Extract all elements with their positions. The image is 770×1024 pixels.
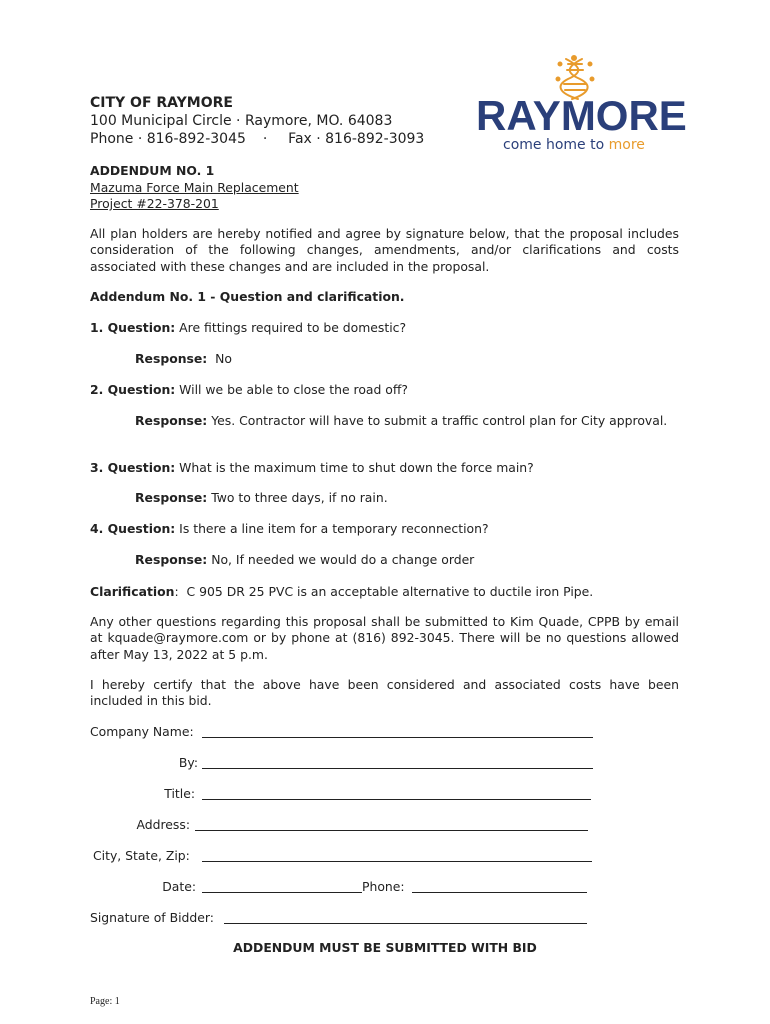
project-number: Project #22-378-201 <box>90 196 219 211</box>
response-1 <box>135 351 679 367</box>
intro-paragraph: All plan holders are hereby notified and agree by signature below, that the proposal includes consideration of the following changes, amendments, and/or clarifications and costs associated with these changes and are included in the proposal. <box>90 226 679 274</box>
submission-notice: ADDENDUM MUST BE SUBMITTED WITH BID <box>233 940 537 955</box>
title-label: Title: <box>164 786 195 801</box>
phone-field[interactable] <box>412 892 587 893</box>
logo-wordmark: RAYMORE <box>476 92 687 139</box>
project-name: Mazuma Force Main Replacement <box>90 180 299 195</box>
org-address: 100 Municipal Circle · Raymore, MO. 64083 <box>90 113 393 129</box>
question-1 <box>90 320 406 335</box>
response-label: Response: <box>135 490 208 505</box>
separator: · <box>262 131 268 147</box>
question-text: Are fittings required to be domestic? <box>175 320 407 335</box>
question-text: Will we be able to close the road off? <box>175 382 409 397</box>
question-2 <box>90 382 408 397</box>
address-label: Address: <box>136 817 190 832</box>
contact-paragraph: Any other questions regarding this proposal shall be submitted to Kim Quade, CPPB by email at kquade@raymore.com or by phone at (816) 892-3045. There will be no questions allowed after May 13, 2022 at 5 p.m. <box>90 614 679 662</box>
response-3 <box>135 490 679 506</box>
question-label: 4. Question: <box>90 521 176 536</box>
question-label: 1. Question: <box>90 320 176 335</box>
by-field[interactable] <box>202 768 593 769</box>
response-text: Two to three days, if no rain. <box>207 490 388 505</box>
response-text: No <box>207 351 232 366</box>
response-4 <box>135 552 679 568</box>
date-label: Date: <box>162 879 196 894</box>
org-phone: Phone · 816-892-3045 <box>90 131 246 147</box>
clarification <box>90 584 593 599</box>
company-name-label: Company Name: <box>90 724 194 739</box>
signature-label: Signature of Bidder: <box>90 910 214 925</box>
title-field[interactable] <box>202 799 591 800</box>
phone-label: Phone: <box>362 879 405 894</box>
response-text: No, If needed we would do a change order <box>207 552 475 567</box>
question-label: 3. Question: <box>90 460 176 475</box>
org-name: CITY OF RAYMORE <box>90 95 233 111</box>
response-2 <box>135 413 679 429</box>
signature-field[interactable] <box>224 923 587 924</box>
section-heading: Addendum No. 1 - Question and clarification. <box>90 289 405 304</box>
org-fax: Fax · 816-892-3093 <box>288 131 425 147</box>
clarification-text: : C 905 DR 25 PVC is an acceptable alternative to ductile iron Pipe. <box>174 584 594 599</box>
response-text: Yes. Contractor will have to submit a traffic control plan for City approval. <box>207 413 668 428</box>
question-text: What is the maximum time to shut down the force main? <box>175 460 534 475</box>
question-text: Is there a line item for a temporary reconnection? <box>175 521 489 536</box>
response-label: Response: <box>135 413 208 428</box>
date-field[interactable] <box>202 892 362 893</box>
question-label: 2. Question: <box>90 382 176 397</box>
org-contact <box>90 131 424 147</box>
company-name-field[interactable] <box>202 737 593 738</box>
question-4 <box>90 521 489 536</box>
by-label: By: <box>178 755 198 770</box>
addendum-title: ADDENDUM NO. 1 <box>90 163 215 178</box>
clarification-label: Clarification <box>90 584 175 599</box>
certify-paragraph: I hereby certify that the above have been considered and associated costs have been included in this bid. <box>90 677 679 709</box>
page-number: Page: 1 <box>90 996 120 1007</box>
logo-tagline-main: come home to <box>503 137 605 153</box>
city-state-zip-field[interactable] <box>202 861 592 862</box>
city-state-zip-label: City, State, Zip: <box>93 848 190 863</box>
response-label: Response: <box>135 351 208 366</box>
logo-tagline <box>503 137 645 153</box>
logo-tagline-accent: more <box>608 137 645 153</box>
question-3 <box>90 460 534 475</box>
address-field[interactable] <box>195 830 588 831</box>
response-label: Response: <box>135 552 208 567</box>
